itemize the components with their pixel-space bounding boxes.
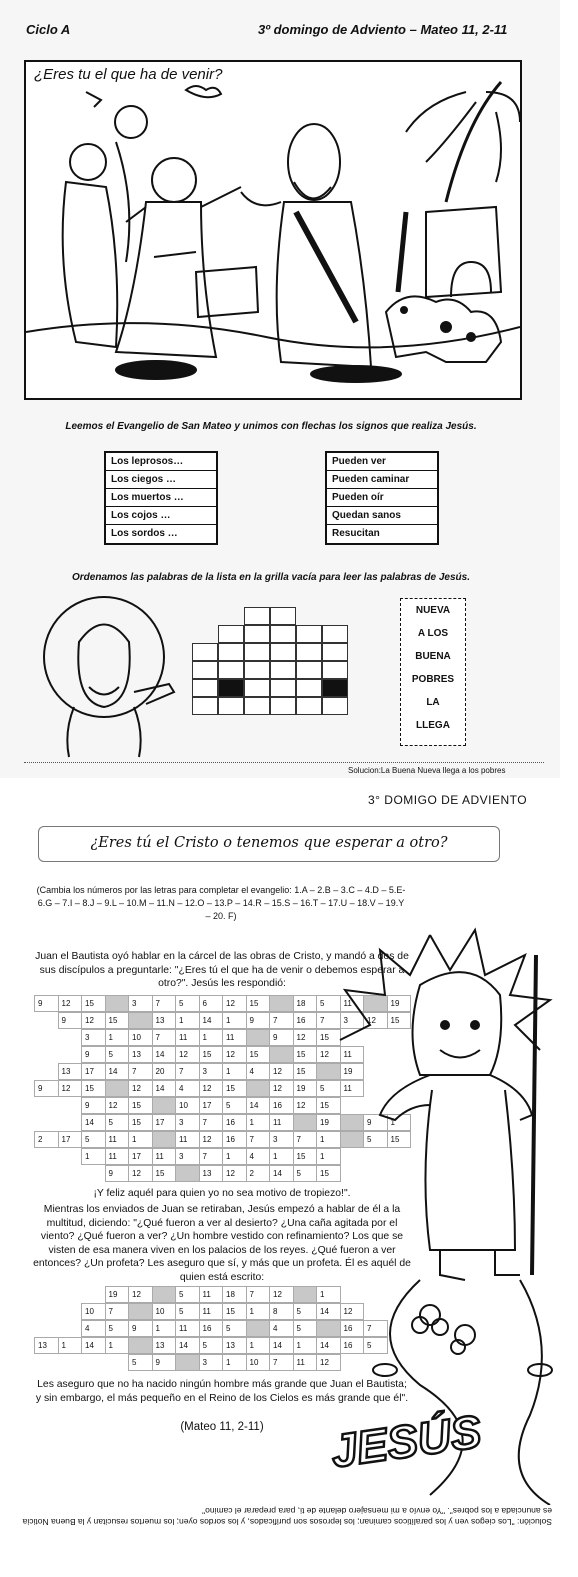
match-right-item[interactable]: Pueden ver [327,453,437,471]
cipher-separator-cell [246,1320,271,1337]
grid-cell[interactable] [296,697,322,715]
cipher-number-cell[interactable]: 16 [222,1131,247,1148]
cipher-number-cell[interactable]: 5 [363,1131,388,1148]
cipher-number-cell[interactable]: 3 [175,1148,200,1165]
cipher-number-cell[interactable]: 12 [222,1046,247,1063]
cipher-number-cell[interactable]: 17 [128,1148,153,1165]
cipher-number-cell[interactable]: 13 [152,1012,177,1029]
cipher-number-cell[interactable]: 10 [246,1354,271,1371]
cipher-number-cell[interactable]: 1 [81,1148,106,1165]
cipher-number-cell[interactable]: 16 [340,1337,365,1354]
word-list-item: BUENA [415,651,451,662]
word-list-item: LLEGA [416,720,450,731]
word-list-item: POBRES [411,674,455,685]
cipher-number-cell[interactable]: 11 [175,1131,200,1148]
cipher-number-cell[interactable]: 14 [316,1337,341,1354]
cipher-number-cell[interactable]: 15 [128,1097,153,1114]
coloring-scene [24,60,522,400]
cipher-number-cell[interactable]: 7 [269,1354,294,1371]
cipher-number-cell[interactable]: 11 [340,1080,365,1097]
cipher-number-cell[interactable]: 11 [293,1354,318,1371]
cipher-number-cell[interactable]: 3 [199,1354,224,1371]
match-right-item[interactable]: Quedan sanos [327,507,437,525]
cipher-number-cell[interactable]: 13 [34,1337,59,1354]
cipher-number-cell[interactable]: 3 [128,995,153,1012]
cipher-number-cell[interactable]: 10 [152,1303,177,1320]
cipher-number-cell[interactable]: 1 [246,1114,271,1131]
grid-cell[interactable] [322,643,348,661]
cipher-number-cell[interactable]: 7 [316,1012,341,1029]
cipher-number-cell[interactable]: 3 [175,1114,200,1131]
cipher-number-cell[interactable]: 15 [246,995,271,1012]
cipher-number-cell[interactable]: 9 [128,1320,153,1337]
match-left-item[interactable]: Los cojos … [106,507,216,525]
grid-cell[interactable] [218,625,244,643]
cipher-number-cell[interactable]: 9 [34,995,59,1012]
match-left-item[interactable]: Los leprosos… [106,453,216,471]
grid-cell-blocked [322,679,348,697]
cipher-number-cell[interactable]: 5 [199,1337,224,1354]
grid-cell[interactable] [192,697,218,715]
cipher-number-cell[interactable]: 4 [175,1080,200,1097]
cipher-number-cell[interactable]: 2 [246,1165,271,1182]
grid-cell[interactable] [218,661,244,679]
upside-down-solution: Solución: "Los ciegos ven y los paralíticos caminan; los leprosos son purificados, y los sordos oyen; los muertos resucitan y la Buena Noticia es anunciada a los pobres". "Yo envío a mi mensajero delante de ti, para preparar el camino" [22,1506,552,1527]
cipher-number-cell[interactable]: 15 [222,1303,247,1320]
cipher-number-cell[interactable]: 15 [81,995,106,1012]
cipher-number-cell[interactable]: 9 [81,1046,106,1063]
cipher-separator-cell [105,1080,130,1097]
cipher-number-cell[interactable]: 5 [105,1114,130,1131]
cipher-number-cell[interactable]: 1 [105,1029,130,1046]
grid-cell[interactable] [244,607,270,625]
grid-cell[interactable] [218,643,244,661]
cipher-number-cell[interactable]: 20 [152,1063,177,1080]
cipher-number-cell[interactable]: 17 [152,1114,177,1131]
cipher-number-cell[interactable]: 12 [199,1131,224,1148]
cipher-separator-cell [128,1303,153,1320]
grid-cell[interactable] [270,625,296,643]
cipher-number-cell[interactable]: 9 [269,1029,294,1046]
cipher-number-cell[interactable]: 9 [152,1354,177,1371]
cipher-number-cell[interactable]: 8 [269,1303,294,1320]
cipher-number-cell[interactable]: 1 [387,1114,412,1131]
cipher-number-cell[interactable]: 19 [340,1063,365,1080]
cipher-number-cell[interactable]: 7 [152,1029,177,1046]
cipher-separator-cell [246,1029,271,1046]
grid-cell[interactable] [270,679,296,697]
cipher-number-cell[interactable]: 12 [316,1354,341,1371]
cipher-number-cell[interactable]: 14 [105,1063,130,1080]
grid-cell[interactable] [244,697,270,715]
cipher-separator-cell [152,1286,177,1303]
sunday-title: 3º domingo de Adviento – Mateo 11, 2-11 [258,22,508,37]
cipher-number-cell[interactable]: 6 [199,995,224,1012]
cipher-number-cell[interactable]: 12 [128,1286,153,1303]
match-left-item[interactable]: Los ciegos … [106,471,216,489]
cipher-number-cell[interactable]: 12 [269,1063,294,1080]
cipher-number-cell[interactable]: 12 [81,1012,106,1029]
cipher-number-cell[interactable]: 14 [316,1303,341,1320]
gospel-paragraph-4: Les aseguro que no ha nacido ningún hombre más grande que Juan el Bautista; y sin embargo, el más pequeño en el Reino de los Cielos es más grande que él". [35,1379,409,1404]
cipher-number-cell[interactable]: 5 [293,1320,318,1337]
cipher-separator-cell [152,1097,177,1114]
cipher-number-cell[interactable]: 3 [269,1131,294,1148]
grid-cell[interactable] [296,661,322,679]
grid-instruction: Ordenamos las palabras de la lista en la grilla vacía para leer las palabras de Jesús. [72,572,470,583]
cipher-number-cell[interactable]: 9 [34,1080,59,1097]
jesus-portrait-illustration [34,592,179,762]
cipher-number-cell[interactable]: 1 [316,1286,341,1303]
cipher-number-cell[interactable]: 11 [105,1148,130,1165]
cipher-number-cell[interactable]: 1 [246,1337,271,1354]
cipher-number-cell[interactable]: 18 [293,995,318,1012]
cipher-number-cell[interactable]: 11 [222,1029,247,1046]
cipher-number-cell[interactable]: 5 [105,1320,130,1337]
letter-code: (Cambia los números por las letras para completar el evangelio: 1.A – 2.B – 3.C – 4.D – 5.E- 6.G – 7.I – 8.J – 9.L – 10.M – 11.N – 12.O – 13.P – 14.R – 15.S – 16.T – 17.U – 18.V – 19.Y – 20. F) [36,885,406,921]
cipher-number-cell[interactable]: 12 [105,1097,130,1114]
match-left-item[interactable]: Los sordos … [111,528,178,539]
cipher-number-cell[interactable]: 15 [81,1080,106,1097]
gospel-paragraph-2: ¡Y feliz aquél para quien yo no sea motivo de tropiezo!". [93,1188,351,1199]
cipher-number-cell[interactable]: 11 [199,1286,224,1303]
cipher-number-cell[interactable]: 5 [175,995,200,1012]
cipher-separator-cell [246,1080,271,1097]
cipher-number-cell[interactable]: 16 [199,1320,224,1337]
cipher-number-cell[interactable]: 5 [175,1303,200,1320]
cipher-number-cell[interactable]: 1 [222,1354,247,1371]
cipher-number-cell[interactable]: 13 [128,1046,153,1063]
cipher-number-cell[interactable]: 1 [293,1337,318,1354]
cipher-number-cell[interactable]: 15 [387,1012,412,1029]
cipher-number-cell[interactable]: 14 [175,1337,200,1354]
cipher-number-cell[interactable]: 15 [222,1080,247,1097]
cipher-number-cell[interactable]: 1 [222,1012,247,1029]
word-list-item: NUEVA [415,605,451,616]
cipher-number-cell[interactable]: 5 [316,1080,341,1097]
cipher-number-cell[interactable]: 15 [128,1114,153,1131]
cipher-number-cell[interactable]: 14 [81,1337,106,1354]
cipher-number-cell[interactable]: 12 [293,1029,318,1046]
cipher-number-cell[interactable]: 10 [175,1097,200,1114]
grid-cell[interactable] [270,661,296,679]
cipher-number-cell[interactable]: 9 [105,1165,130,1182]
cipher-number-cell[interactable]: 17 [58,1131,83,1148]
grid-cell[interactable] [218,697,244,715]
cipher-number-cell[interactable]: 1 [105,1337,130,1354]
cipher-number-cell[interactable]: 12 [222,995,247,1012]
grid-cell[interactable] [296,679,322,697]
cipher-number-cell[interactable]: 12 [293,1097,318,1114]
cipher-number-cell[interactable]: 15 [316,1097,341,1114]
match-right-item[interactable]: Resucitan [332,528,380,539]
cipher-number-cell[interactable]: 7 [246,1131,271,1148]
word-list-item: LA [426,697,440,708]
grid-cell[interactable] [322,625,348,643]
grid-cell[interactable] [296,643,322,661]
cipher-number-cell[interactable]: 11 [340,995,365,1012]
cipher-number-cell[interactable]: 11 [199,1303,224,1320]
cipher-number-cell[interactable]: 14 [269,1337,294,1354]
cipher-number-cell[interactable]: 14 [152,1080,177,1097]
cipher-number-cell[interactable]: 1 [222,1063,247,1080]
cipher-number-cell[interactable]: 1 [199,1029,224,1046]
cipher-number-cell[interactable]: 3 [199,1063,224,1080]
grid-cell[interactable] [322,697,348,715]
cipher-separator-cell [105,995,130,1012]
cipher-number-cell[interactable]: 4 [246,1148,271,1165]
word-list-item: A LOS [417,628,449,639]
cipher-number-cell[interactable]: 15 [293,1046,318,1063]
word-grid [192,607,352,721]
cipher-number-cell[interactable]: 9 [81,1097,106,1114]
cipher-number-cell[interactable]: 7 [199,1148,224,1165]
cipher-number-cell[interactable]: 15 [293,1063,318,1080]
cipher-separator-cell [152,1131,177,1148]
grid-cell[interactable] [244,679,270,697]
scene-caption: ¿Eres tu el que ha de venir? [34,66,223,83]
cipher-number-cell[interactable]: 14 [199,1012,224,1029]
cipher-number-cell[interactable]: 5 [222,1320,247,1337]
grid-cell[interactable] [322,661,348,679]
cipher-number-cell[interactable]: 13 [199,1165,224,1182]
cipher-number-cell[interactable]: 9 [363,1114,388,1131]
match-instruction: Leemos el Evangelio de San Mateo y unimos con flechas los signos que realiza Jesús. [65,421,477,432]
cipher-number-cell[interactable]: 10 [81,1303,106,1320]
cipher-number-cell[interactable]: 10 [128,1029,153,1046]
scene-illustration [26,62,520,398]
grid-cell[interactable] [192,661,218,679]
cipher-number-cell[interactable]: 4 [81,1320,106,1337]
cipher-separator-cell [175,1165,200,1182]
cipher-number-cell[interactable]: 1 [316,1148,341,1165]
cipher-number-cell[interactable]: 5 [293,1303,318,1320]
cipher-number-cell[interactable]: 5 [105,1046,130,1063]
cipher-number-cell[interactable]: 19 [387,995,412,1012]
grid-cell[interactable] [244,661,270,679]
cipher-number-cell[interactable]: 1 [222,1148,247,1165]
cipher-number-cell[interactable]: 5 [293,1165,318,1182]
cipher-number-cell[interactable]: 17 [81,1063,106,1080]
cipher-number-cell[interactable]: 15 [199,1046,224,1063]
cipher-number-cell[interactable]: 9 [58,1012,83,1029]
cipher-separator-cell [128,1012,153,1029]
cipher-number-cell[interactable]: 19 [316,1114,341,1131]
cipher-number-cell[interactable]: 16 [340,1320,365,1337]
cipher-number-cell[interactable]: 5 [222,1097,247,1114]
cipher-number-cell[interactable]: 1 [246,1303,271,1320]
grid-cell[interactable] [270,607,296,625]
cipher-number-cell[interactable]: 1 [316,1131,341,1148]
cipher-number-cell[interactable]: 12 [199,1080,224,1097]
cipher-number-cell[interactable]: 12 [58,995,83,1012]
jesus-path-illustration [300,915,568,1505]
cycle-label: Ciclo A [26,22,71,37]
solution-text: Solucion:La Buena Nueva llega a los pobres [348,766,506,775]
match-right-item[interactable]: Pueden caminar [327,471,437,489]
cipher-number-cell[interactable]: 17 [199,1097,224,1114]
match-right-list [325,451,439,545]
cipher-number-cell[interactable]: 12 [128,1080,153,1097]
cipher-number-cell[interactable]: 4 [269,1320,294,1337]
grid-cell-blocked [218,679,244,697]
cipher-number-cell[interactable]: 7 [105,1303,130,1320]
cipher-number-cell[interactable]: 9 [246,1012,271,1029]
match-right-item[interactable]: Pueden oír [327,489,437,507]
match-left-item[interactable]: Los muertos … [106,489,216,507]
cipher-number-cell[interactable]: 12 [222,1165,247,1182]
cipher-number-cell[interactable]: 7 [152,995,177,1012]
cipher-number-cell[interactable]: 1 [152,1320,177,1337]
cipher-number-cell[interactable]: 7 [175,1063,200,1080]
cipher-separator-cell [269,995,294,1012]
cipher-number-cell[interactable]: 7 [269,1012,294,1029]
cipher-number-cell[interactable]: 11 [269,1114,294,1131]
cipher-number-cell[interactable]: 7 [363,1320,388,1337]
cipher-number-cell[interactable]: 5 [316,995,341,1012]
cipher-number-cell[interactable]: 12 [340,1303,365,1320]
worksheet-page-1 [0,0,560,778]
cipher-number-cell[interactable]: 15 [246,1046,271,1063]
word-list [400,598,466,746]
cipher-number-cell[interactable]: 14 [246,1097,271,1114]
cipher-number-cell[interactable]: 3 [81,1029,106,1046]
page2-title: 3° DOMIGO DE ADVIENTO [368,793,528,807]
cipher-number-cell[interactable]: 5 [175,1286,200,1303]
cipher-number-cell[interactable]: 12 [58,1080,83,1097]
cipher-number-cell[interactable]: 11 [152,1148,177,1165]
cipher-number-cell[interactable]: 13 [152,1337,177,1354]
cipher-number-cell[interactable]: 12 [269,1286,294,1303]
cipher-number-cell[interactable]: 16 [222,1114,247,1131]
cipher-number-cell[interactable]: 19 [105,1286,130,1303]
grid-cell[interactable] [270,697,296,715]
grid-cell[interactable] [192,643,218,661]
cipher-separator-cell [269,1046,294,1063]
cipher-number-cell[interactable]: 7 [128,1063,153,1080]
match-left-list [104,451,218,545]
cipher-number-cell[interactable]: 15 [316,1029,341,1046]
gospel-paragraph-1: Juan el Bautista oyó hablar en la cárcel de las obras de Cristo, y mandó a dos de sus discípulos a preguntarle: "¿Eres tú el que ha de venir o debemos esperar a otro?". Jesús les respondió: [35,951,409,989]
cipher-number-cell[interactable]: 1 [269,1148,294,1165]
cipher-number-cell[interactable]: 4 [246,1063,271,1080]
cipher-number-cell[interactable]: 19 [293,1080,318,1097]
cipher-number-cell[interactable]: 5 [128,1354,153,1371]
cipher-number-cell[interactable]: 7 [199,1114,224,1131]
grid-cell[interactable] [296,625,322,643]
cipher-number-cell[interactable]: 12 [269,1080,294,1097]
cipher-number-cell[interactable]: 1 [58,1337,83,1354]
cipher-number-cell[interactable]: 15 [293,1148,318,1165]
cipher-number-cell[interactable]: 16 [293,1012,318,1029]
cipher-number-cell[interactable]: 15 [152,1165,177,1182]
cipher-number-cell[interactable]: 5 [363,1337,388,1354]
divider [24,762,544,763]
cipher-number-cell[interactable]: 12 [363,1012,388,1029]
cipher-number-cell[interactable]: 1 [128,1131,153,1148]
cipher-number-cell[interactable]: 12 [175,1046,200,1063]
scripture-reference: (Mateo 11, 2-11) [180,1421,264,1433]
gospel-paragraph-3: Mientras los enviados de Juan se retiraban, Jesús empezó a hablar de él a la multitud, diciendo: "¿Qué fueron a ver al desierto? ¿Una caña agitada por el viento? ¿Qué fueron a ver? ¿Un hombre vestido con refinamiento? Los que se visten de esa manera viven en los palacios de los reyes. ¿Qué fueron a ver entonces? ¿Un profeta? Les aseguro que sí, y más que un profeta. Él es aquél de quien está escrito: [33,1204,411,1283]
grid-cell[interactable] [192,679,218,697]
cipher-number-cell[interactable]: 14 [269,1165,294,1182]
cipher-number-cell[interactable]: 14 [81,1114,106,1131]
cipher-separator-cell [175,1354,200,1371]
cipher-number-cell[interactable]: 7 [293,1131,318,1148]
jesus-lettering: JESÚS [327,1404,485,1478]
cipher-number-cell[interactable]: 3 [340,1012,365,1029]
cipher-separator-cell [128,1337,153,1354]
cipher-number-cell[interactable]: 11 [105,1131,130,1148]
cipher-number-cell[interactable]: 12 [128,1165,153,1182]
cipher-number-cell[interactable]: 5 [81,1131,106,1148]
cipher-number-cell[interactable]: 18 [222,1286,247,1303]
cipher-number-cell[interactable]: 11 [340,1046,365,1063]
cipher-number-cell[interactable]: 1 [175,1012,200,1029]
question-box: ¿Eres tú el Cristo o tenemos que esperar a otro? [38,826,500,862]
grid-cell[interactable] [244,643,270,661]
grid-cell[interactable] [270,643,296,661]
cipher-number-cell[interactable]: 2 [34,1131,59,1148]
cipher-number-cell[interactable]: 7 [246,1286,271,1303]
cipher-number-cell[interactable]: 11 [175,1320,200,1337]
grid-cell[interactable] [244,625,270,643]
cipher-number-cell[interactable]: 13 [222,1337,247,1354]
cipher-number-cell[interactable]: 15 [316,1165,341,1182]
cipher-number-cell[interactable]: 12 [316,1046,341,1063]
cipher-number-cell[interactable]: 11 [175,1029,200,1046]
cipher-number-cell[interactable]: 13 [58,1063,83,1080]
cipher-number-cell[interactable]: 15 [105,1012,130,1029]
cipher-number-cell[interactable]: 15 [387,1131,412,1148]
cipher-number-cell[interactable]: 14 [152,1046,177,1063]
cipher-number-cell[interactable]: 16 [269,1097,294,1114]
